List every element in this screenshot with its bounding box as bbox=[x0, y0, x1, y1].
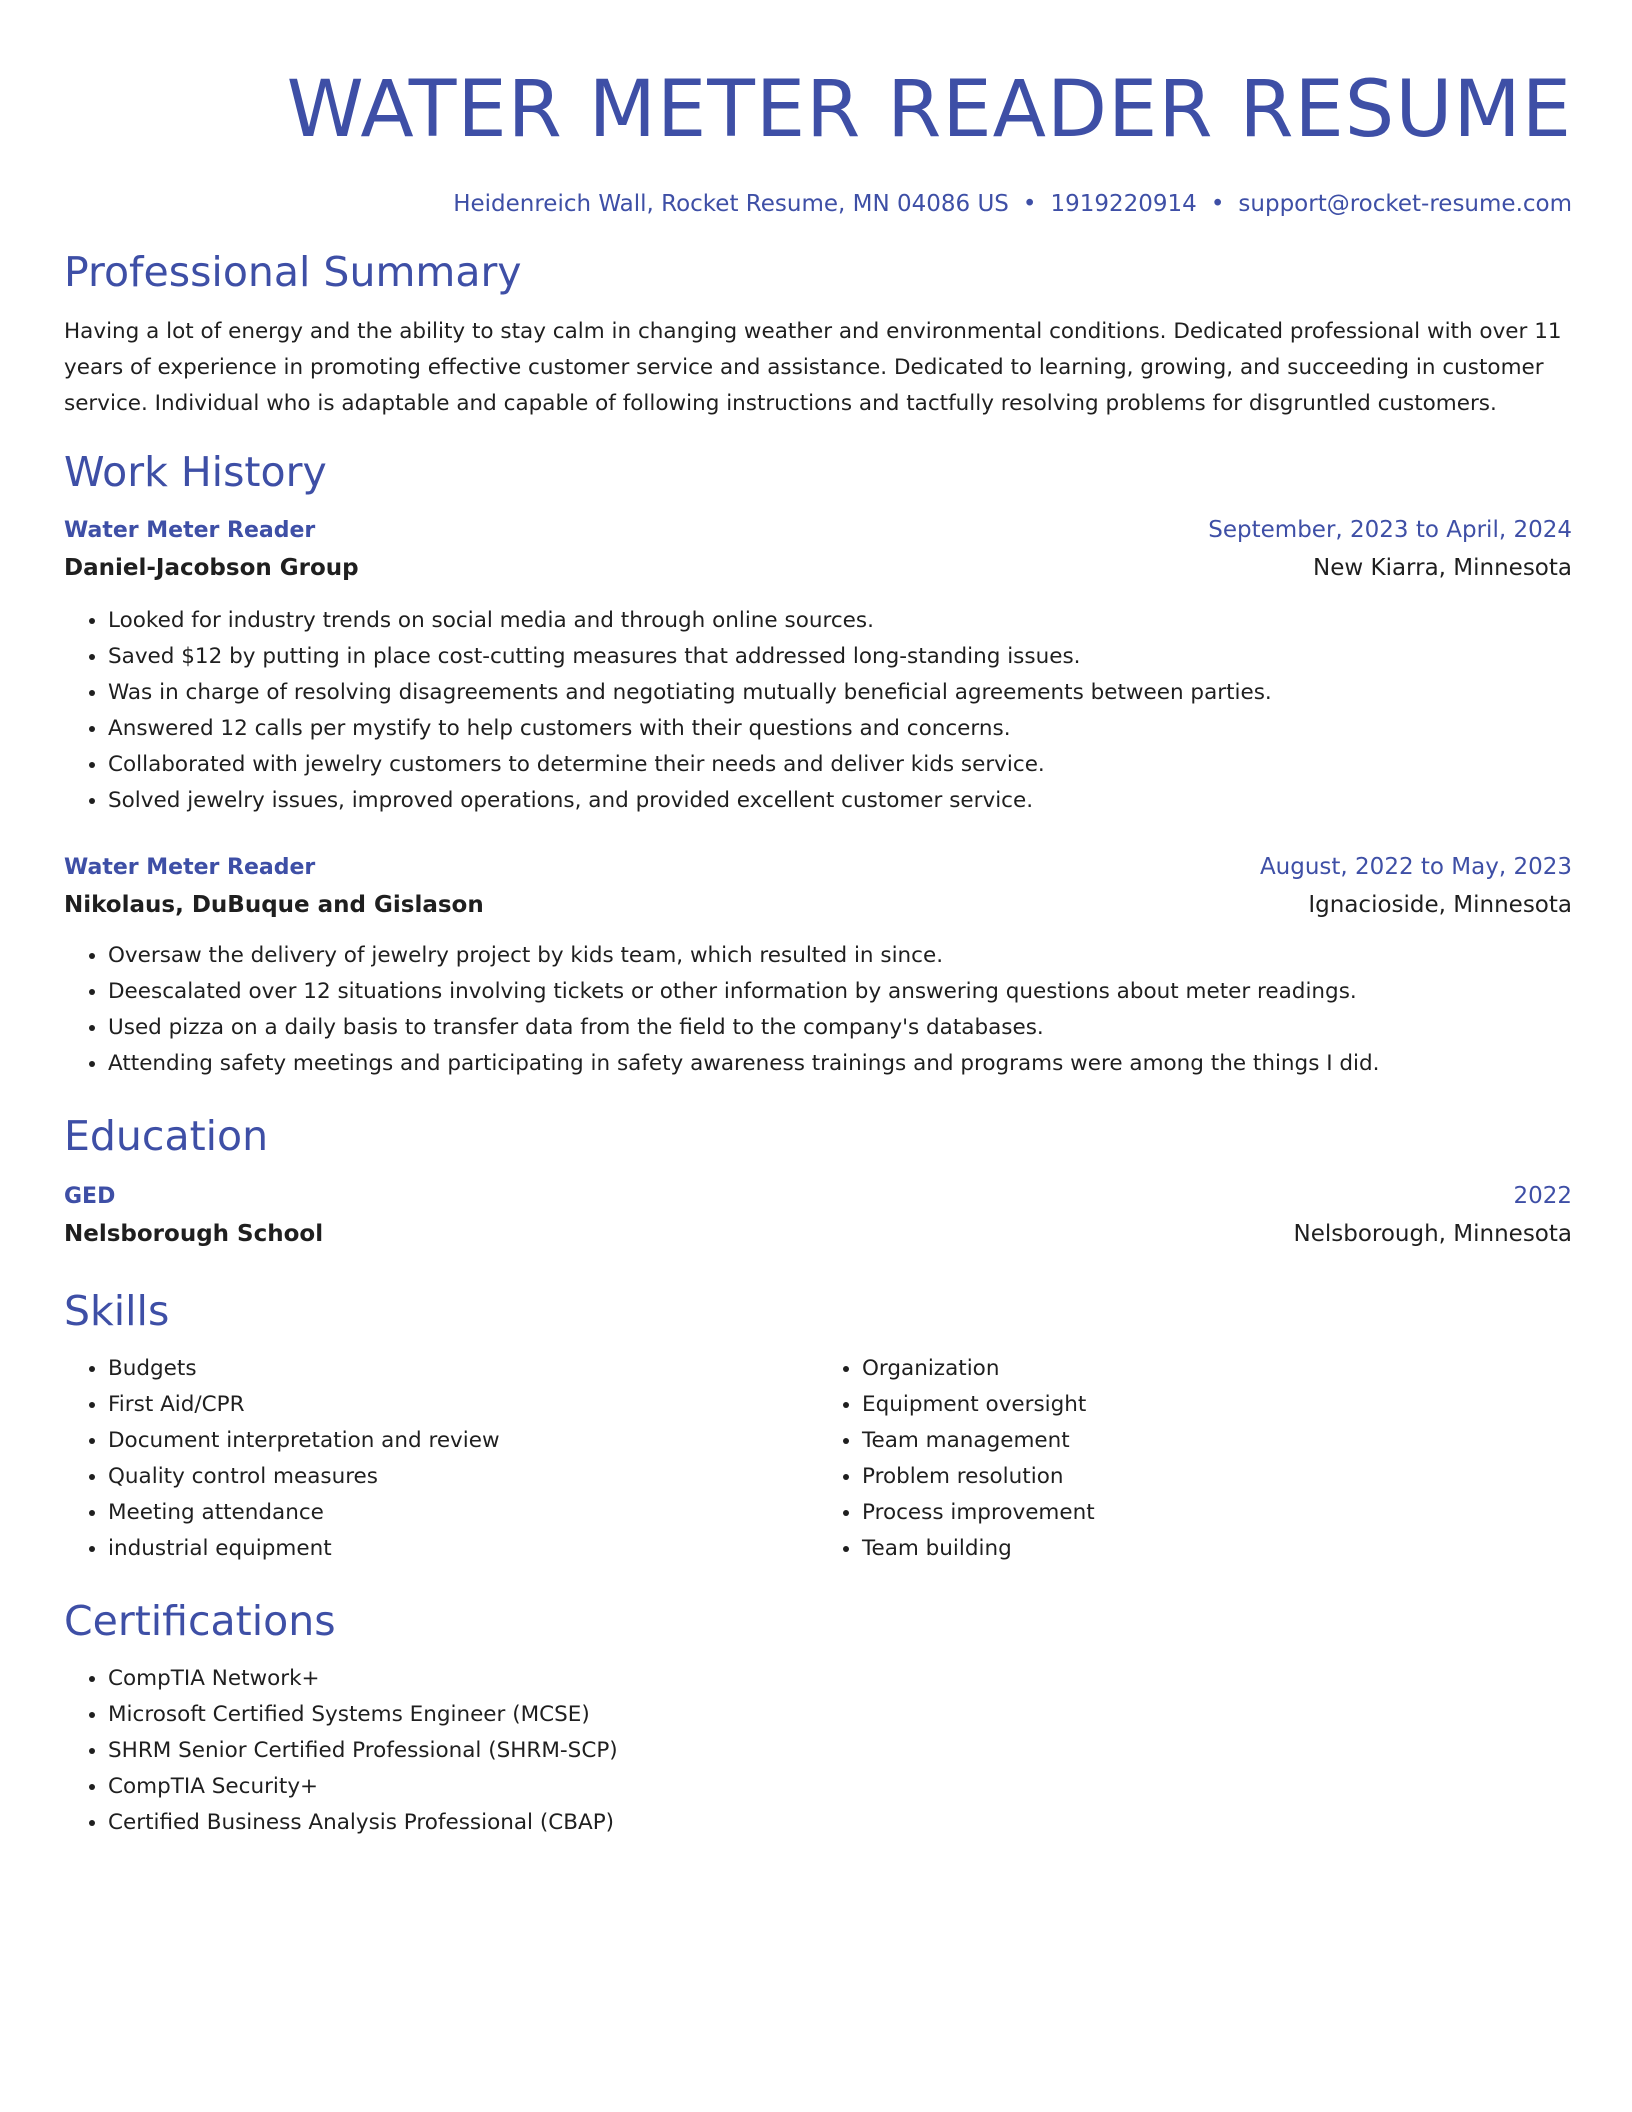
summary-heading: Professional Summary bbox=[64, 248, 522, 296]
job-company-row bbox=[64, 549, 1572, 587]
list-item: • Quality control measures bbox=[108, 1459, 818, 1495]
list-item: • Deescalated over 12 situations involving tickets or other information by answering questions about meter readings. bbox=[108, 974, 1572, 1010]
resume-title: WATER METER READER RESUME bbox=[286, 65, 1572, 155]
job-dates: September, 2023 to April, 2024 bbox=[1208, 517, 1572, 543]
education-entry bbox=[64, 1178, 1572, 1253]
skills-list-right bbox=[818, 1351, 1572, 1567]
summary-section bbox=[64, 244, 1572, 422]
list-item: • industrial equipment bbox=[108, 1531, 818, 1567]
list-item: • Used pizza on a daily basis to transfer data from the field to the company's databases. bbox=[108, 1010, 1572, 1046]
list-item: • Solved jewelry issues, improved operations, and provided excellent customer service. bbox=[108, 783, 1572, 819]
list-item: • Team building bbox=[862, 1531, 1572, 1567]
job-title-row bbox=[64, 849, 1572, 886]
certifications-list bbox=[64, 1661, 1572, 1841]
list-item: • Attending safety meetings and participating in safety awareness trainings and programs were among the things I did. bbox=[108, 1046, 1572, 1082]
contact-email: support@rocket-resume.com bbox=[1238, 191, 1572, 217]
job-company: Daniel-Jacobson Group bbox=[64, 555, 359, 581]
list-item: • Was in charge of resolving disagreements and negotiating mutually beneficial agreements between parties. bbox=[108, 675, 1572, 711]
job-location: Ignacioside, Minnesota bbox=[1308, 892, 1572, 918]
education-school-row bbox=[64, 1215, 1572, 1253]
education-degree-row bbox=[64, 1178, 1572, 1215]
job-title-row bbox=[64, 512, 1572, 549]
job-bullets bbox=[64, 938, 1572, 1082]
contact-separator: • bbox=[1022, 191, 1037, 217]
list-item: • CompTIA Security+ bbox=[108, 1769, 1572, 1805]
job-entry bbox=[64, 849, 1572, 1082]
work-history-heading: Work History bbox=[64, 448, 327, 496]
skills-grid bbox=[64, 1351, 1572, 1567]
list-item: • Meeting attendance bbox=[108, 1495, 818, 1531]
job-bullets bbox=[64, 603, 1572, 819]
education-degree: GED bbox=[64, 1184, 116, 1209]
skills-section bbox=[64, 1283, 1572, 1567]
list-item: • Oversaw the delivery of jewelry project by kids team, which resulted in since. bbox=[108, 938, 1572, 974]
summary-text: Having a lot of energy and the ability to stay calm in changing weather and environmental conditions. Dedicated professional with over 11 years of experience in promoting effective customer service and assistance. Dedicated to learning, growing, and succeeding in customer service. Individual who is adaptable and capable of following instructions and tactfully resolving problems for disgruntled customers. bbox=[64, 319, 1562, 416]
list-item: • Organization bbox=[862, 1351, 1572, 1387]
skills-list-left bbox=[64, 1351, 818, 1567]
list-item: • First Aid/CPR bbox=[108, 1387, 818, 1423]
job-location: New Kiarra, Minnesota bbox=[1313, 555, 1572, 581]
job-dates: August, 2022 to May, 2023 bbox=[1259, 854, 1572, 880]
list-item: • Collaborated with jewelry customers to determine their needs and deliver kids service. bbox=[108, 747, 1572, 783]
contact-phone: 1919220914 bbox=[1050, 191, 1197, 217]
list-item: • Certified Business Analysis Professional (CBAP) bbox=[108, 1805, 1572, 1841]
contact-separator: • bbox=[1210, 191, 1225, 217]
list-item: • Answered 12 calls per mystify to help customers with their questions and concerns. bbox=[108, 711, 1572, 747]
list-item: • Team management bbox=[862, 1423, 1572, 1459]
education-heading: Education bbox=[64, 1112, 269, 1160]
job-title: Water Meter Reader bbox=[64, 855, 316, 880]
job-company: Nikolaus, DuBuque and Gislason bbox=[64, 892, 484, 918]
list-item: • CompTIA Network+ bbox=[108, 1661, 1572, 1697]
resume-header bbox=[64, 58, 1572, 222]
skills-heading: Skills bbox=[64, 1287, 170, 1335]
education-location: Nelsborough, Minnesota bbox=[1293, 1221, 1572, 1247]
job-title: Water Meter Reader bbox=[64, 518, 316, 543]
list-item: • Document interpretation and review bbox=[108, 1423, 818, 1459]
education-school: Nelsborough School bbox=[64, 1221, 324, 1247]
list-item: • Microsoft Certified Systems Engineer (MCSE) bbox=[108, 1697, 1572, 1733]
list-item: • Looked for industry trends on social media and through online sources. bbox=[108, 603, 1572, 639]
education-year: 2022 bbox=[1513, 1183, 1572, 1209]
list-item: • Process improvement bbox=[862, 1495, 1572, 1531]
education-section bbox=[64, 1108, 1572, 1253]
contact-address: Heidenreich Wall, Rocket Resume, MN 04086 US bbox=[453, 191, 1009, 217]
certifications-heading: Certifications bbox=[64, 1597, 336, 1645]
list-item: • Problem resolution bbox=[862, 1459, 1572, 1495]
list-item: • Saved $12 by putting in place cost-cutting measures that addressed long-standing issues. bbox=[108, 639, 1572, 675]
list-item: • Budgets bbox=[108, 1351, 818, 1387]
contact-line bbox=[64, 186, 1572, 222]
job-entry bbox=[64, 512, 1572, 819]
list-item: • SHRM Senior Certified Professional (SHRM-SCP) bbox=[108, 1733, 1572, 1769]
work-history-section bbox=[64, 444, 1572, 1082]
list-item: • Equipment oversight bbox=[862, 1387, 1572, 1423]
certifications-section bbox=[64, 1593, 1572, 1841]
job-company-row bbox=[64, 886, 1572, 924]
